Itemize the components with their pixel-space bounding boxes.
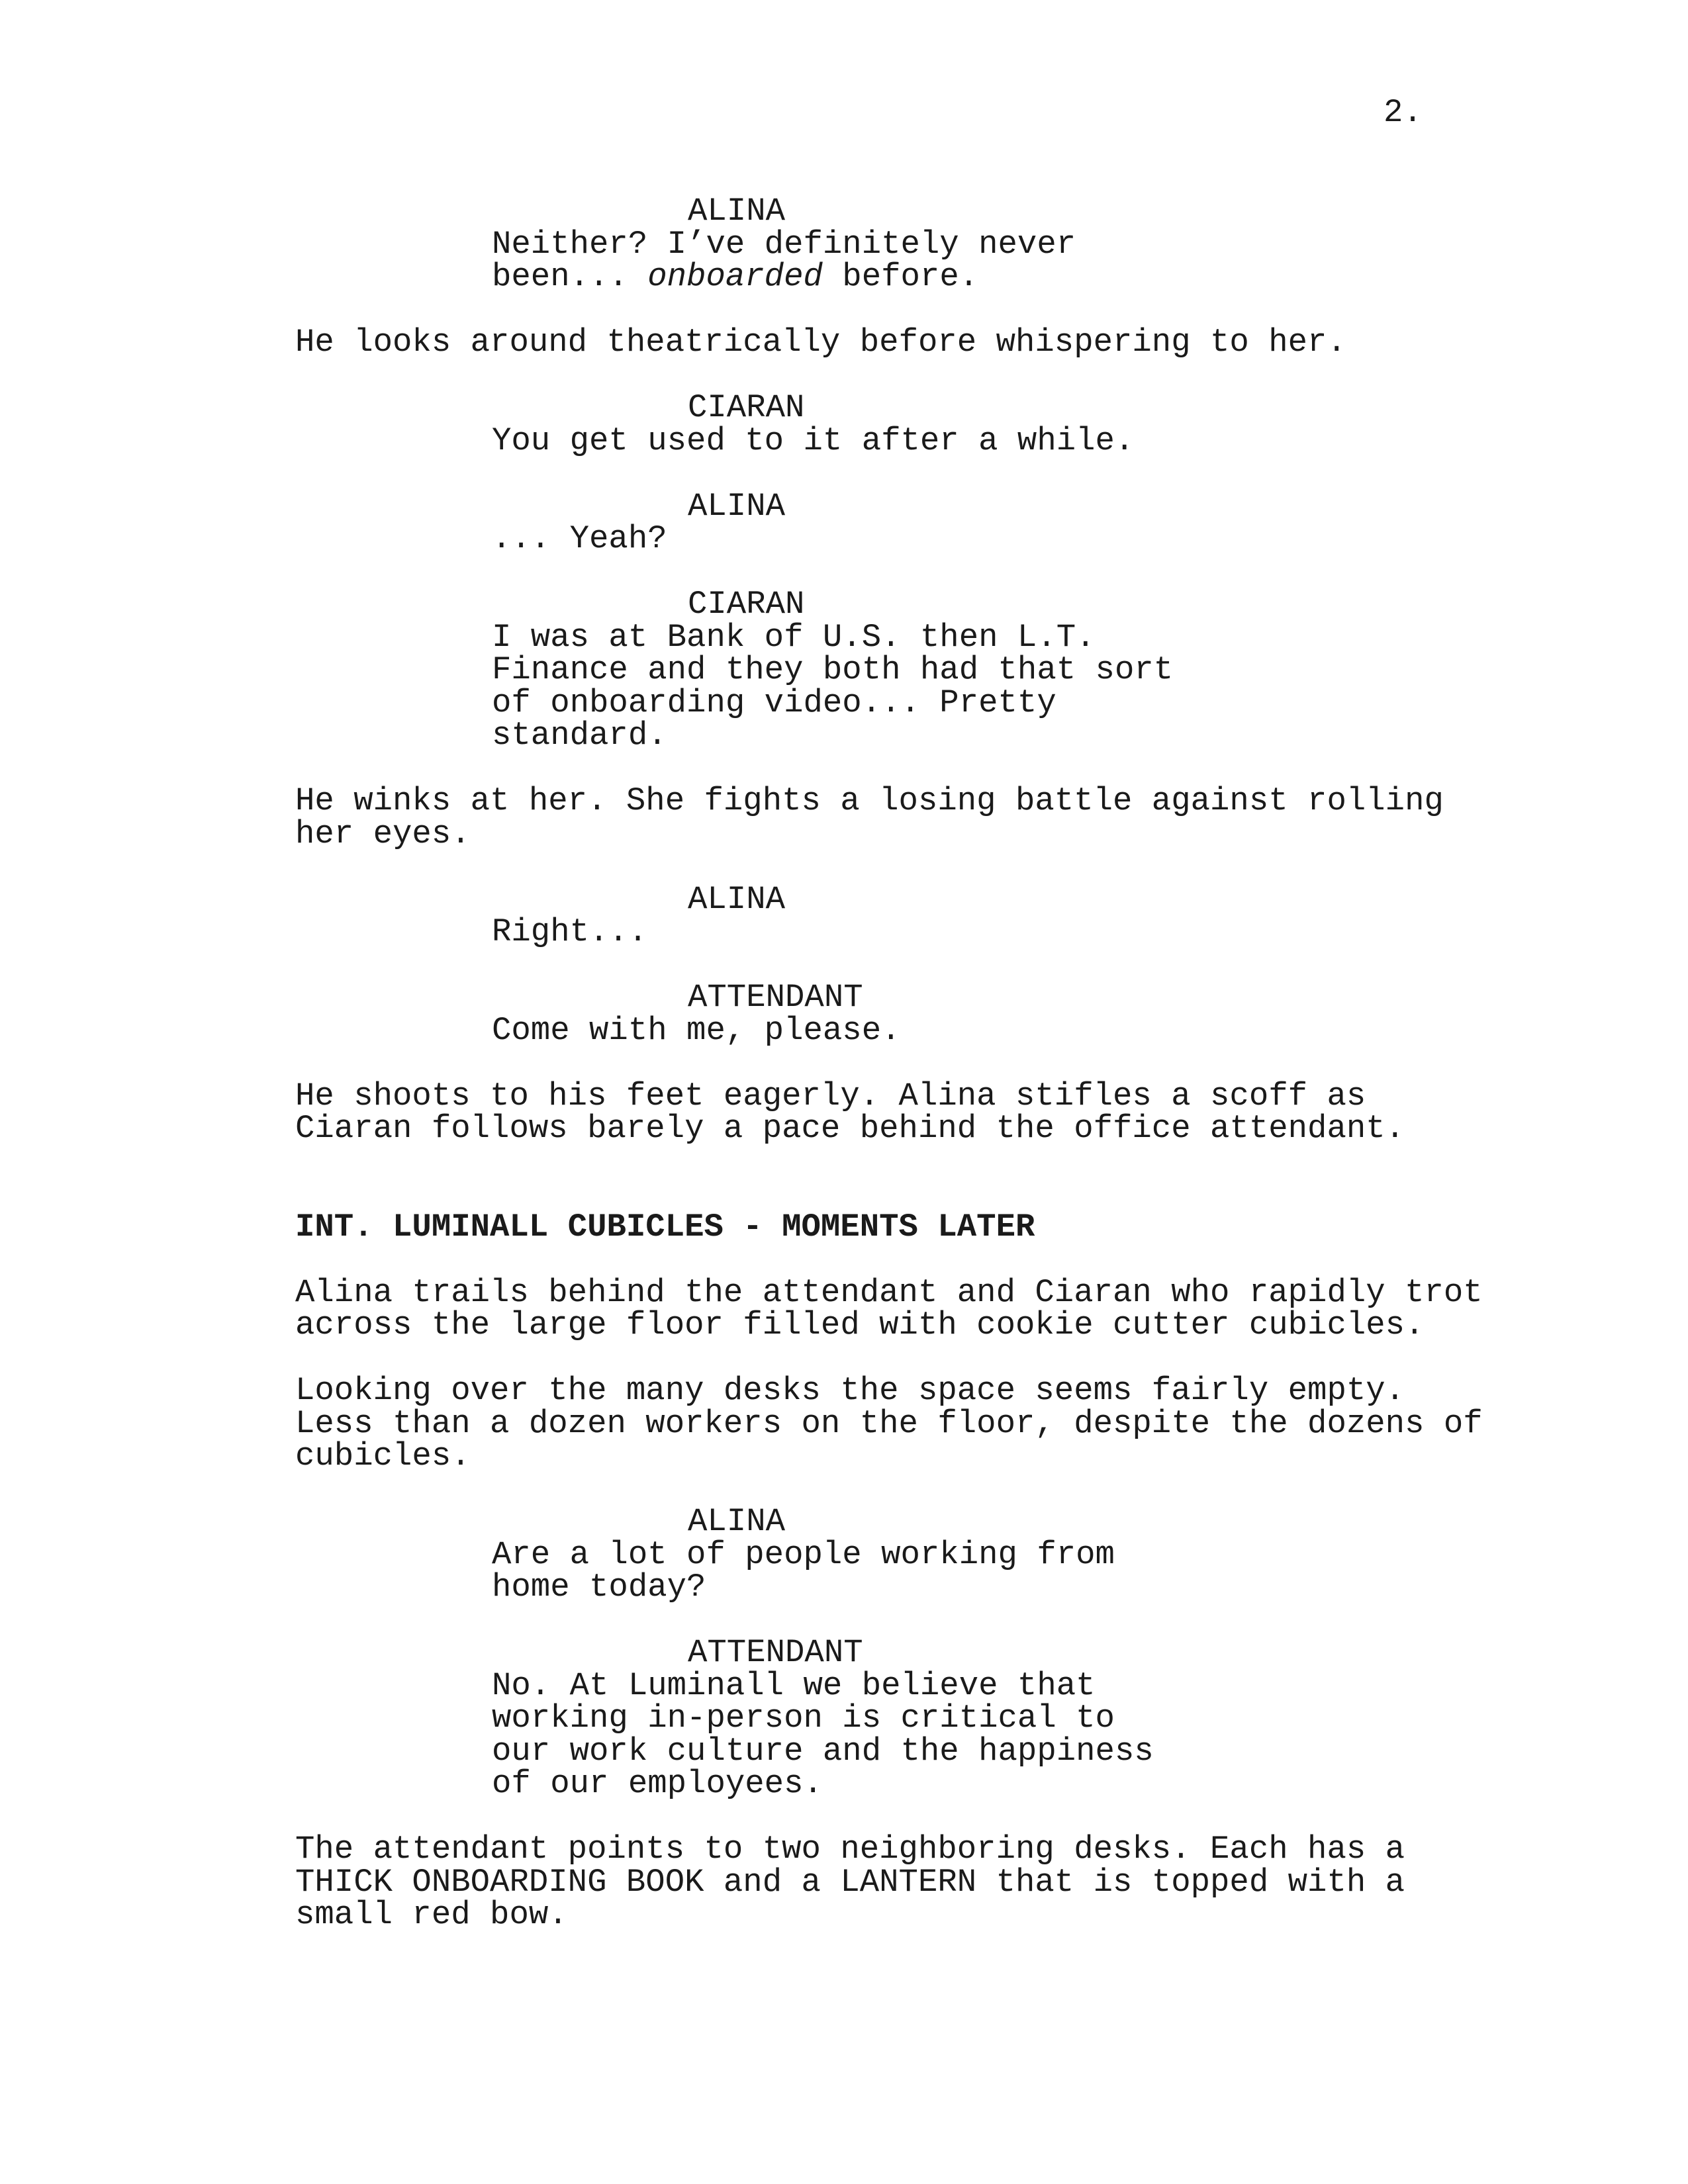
script-content (295, 195, 1487, 1932)
character-name: CIARAN (688, 586, 805, 623)
action-line: cubicles. (295, 1437, 471, 1475)
character-name: ALINA (688, 487, 786, 525)
action-line: He winks at her. She fights a losing battle against rolling (295, 782, 1444, 819)
dialogue-line: of our employees. (492, 1765, 823, 1802)
dialogue-line: of onboarding video... Pretty (492, 684, 1056, 721)
character-name: ALINA (688, 880, 786, 918)
character-name: ATTENDANT (688, 1634, 863, 1671)
action-line: The attendant points to two neighboring desks. Each has a (295, 1831, 1405, 1868)
dialogue-text: been... (492, 258, 648, 295)
dialogue-line (295, 258, 1487, 295)
scene-heading: INT. LUMINALL CUBICLES - MOMENTS LATER (295, 1208, 1035, 1246)
character-name: ALINA (688, 193, 786, 230)
dialogue-line: I was at Bank of U.S. then L.T. (492, 618, 1096, 656)
action-line: Less than a dozen workers on the floor, despite the dozens of (295, 1404, 1483, 1442)
page-number: 2. (1383, 94, 1423, 131)
character-name: ALINA (688, 1503, 786, 1540)
dialogue-line: Come with me, please. (492, 1011, 901, 1049)
action-line: across the large floor filled with cookie cutter cubicles. (295, 1306, 1425, 1343)
dialogue-emphasis: onboarded (647, 258, 823, 295)
action-line: small red bow. (295, 1896, 568, 1933)
dialogue-line: Finance and they both had that sort (492, 651, 1174, 688)
dialogue-line: working in-person is critical to (492, 1700, 1115, 1737)
dialogue-line: our work culture and the happiness (492, 1732, 1154, 1770)
action-line: He looks around theatrically before whispering to her. (295, 324, 1346, 361)
action-line: THICK ONBOARDING BOOK and a LANTERN that is topped with a (295, 1863, 1405, 1901)
dialogue-line: No. At Luminall we believe that (492, 1666, 1096, 1704)
dialogue-line: Neither? I’ve definitely never (492, 225, 1076, 263)
character-name: ATTENDANT (688, 979, 863, 1016)
action-line: He shoots to his feet eagerly. Alina stifles a scoff as (295, 1077, 1366, 1115)
action-line: her eyes. (295, 815, 471, 852)
dialogue-text: before. (822, 258, 979, 295)
action-line: Alina trails behind the attendant and Ciaran who rapidly trot (295, 1273, 1483, 1311)
character-name: CIARAN (688, 389, 805, 426)
dialogue-line: You get used to it after a while. (492, 422, 1135, 459)
dialogue-line: home today? (492, 1569, 706, 1606)
action-line: Looking over the many desks the space seems fairly empty. (295, 1372, 1405, 1409)
dialogue-line: ... Yeah? (492, 520, 667, 557)
dialogue-line: standard. (492, 717, 667, 754)
dialogue-line: Right... (492, 913, 648, 950)
dialogue-line: Are a lot of people working from (492, 1535, 1115, 1573)
action-line: Ciaran follows barely a pace behind the office attendant. (295, 1110, 1405, 1147)
